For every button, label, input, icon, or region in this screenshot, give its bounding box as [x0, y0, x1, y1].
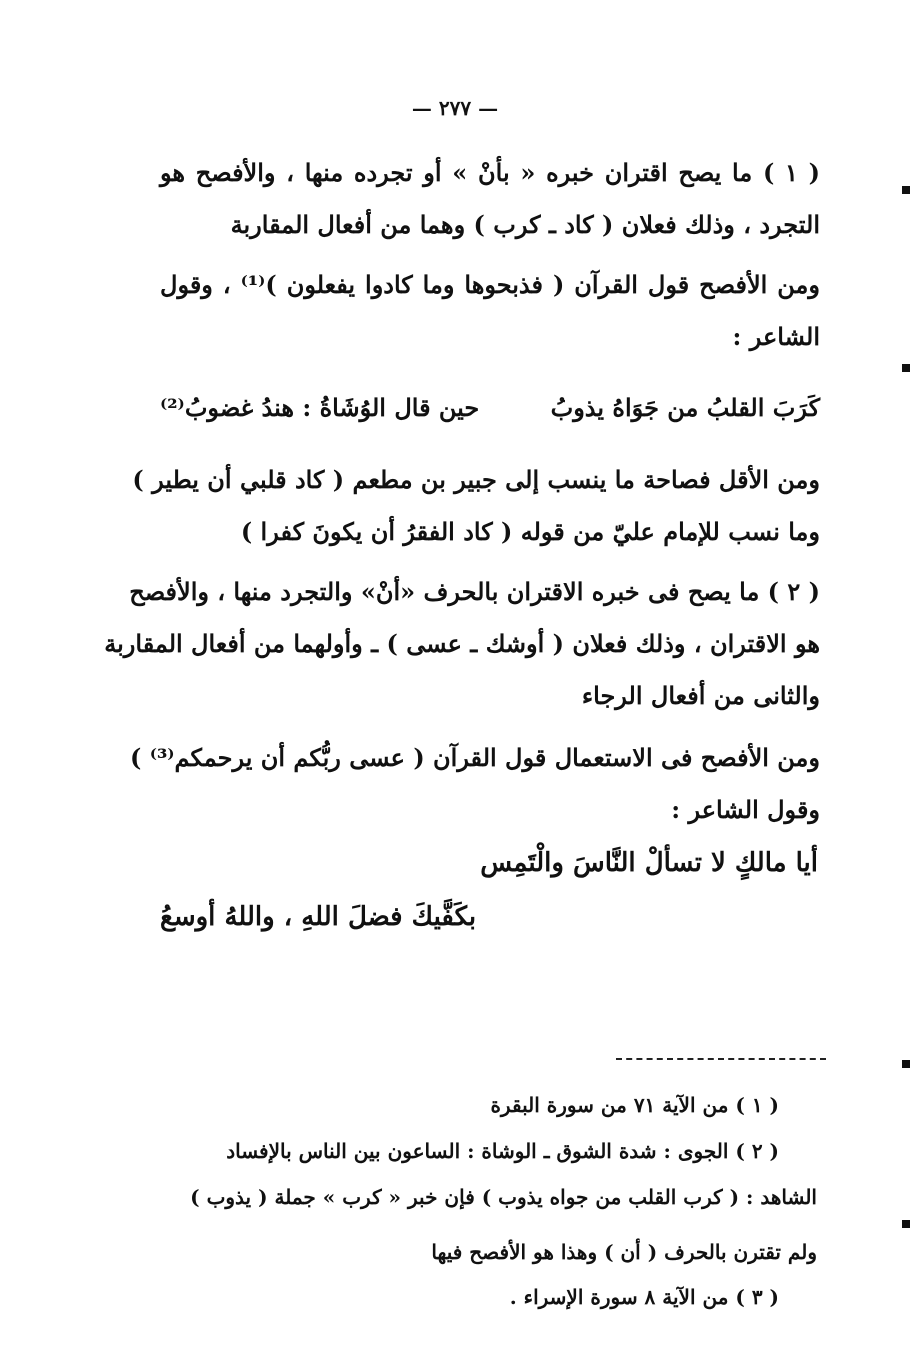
margin-mark [902, 186, 910, 194]
paragraph-line: ومن الأفصح قول القرآن ( فذبحوها وما كادوا يفعلون )⁽¹⁾ ، وقول [160, 270, 820, 299]
footnote-line: ولم تقترن بالحرف ( أن ) وهذا هو الأفصح فيها [431, 1240, 817, 1264]
margin-mark [902, 364, 910, 372]
paragraph-line: ومن الأفصح فى الاستعمال قول القرآن ( عسى ربُّكم أن يرحمكم⁽³⁾ ) [129, 743, 820, 772]
paragraph-line: وقول الشاعر : [671, 795, 820, 824]
verse-second-hemistich: حين قال الوُشَاةُ : هندُ غضوبُ⁽²⁾ [160, 393, 480, 422]
verse-1 [160, 382, 820, 434]
footnote-line: ( ١ ) من الآية ٧١ من سورة البقرة [490, 1093, 779, 1117]
page-number: — ٢٧٧ — [411, 96, 499, 120]
footnote-divider [616, 1058, 826, 1060]
paragraph-line: وما نسب للإمام عليّ من قوله ( كاد الفقرُ أن يكونَ كفرا ) [240, 517, 820, 546]
section-1 [160, 147, 820, 363]
paragraph-line: الشاعر : [732, 322, 820, 351]
margin-mark [902, 1060, 910, 1068]
verse-first-hemistich: كَرَبَ القلبُ من جَوَاهُ يذوبُ [550, 393, 820, 422]
paragraph-line: هو الاقتران ، وذلك فعلان ( أوشك ـ عسى ) ـ وأولهما من أفعال المقاربة [104, 629, 820, 658]
paragraph-line: ( ١ ) ما يصح اقتران خبره « بأنْ » أو تجرده منها ، والأفصح هو [160, 158, 821, 187]
poem-line-1: أيا مالكٍ لا تسألْ النَّاسَ والْتَمِس [480, 848, 818, 878]
paragraph-line: ومن الأقل فصاحة ما ينسب إلى جبير بن مطعم ( كاد قلبي أن يطير ) [132, 465, 820, 494]
section-3 [104, 566, 820, 836]
margin-mark [902, 1220, 910, 1228]
poem-line-2: بكَفَّيكَ فضلَ اللهِ ، واللهُ أوسعُ [160, 902, 477, 932]
footnote-line: ( ٢ ) الجوى : شدة الشوق ـ الوشاة : الساعون بين الناس بالإفساد [226, 1139, 779, 1163]
footnote-line: ( ٣ ) من الآية ٨ سورة الإسراء . [509, 1285, 779, 1309]
footnote-line: الشاهد : ( كرب القلب من جواه يذوب ) فإن خبر « كرب » جملة ( يذوب ) [190, 1185, 817, 1209]
paragraph-line: التجرد ، وذلك فعلان ( كاد ـ كرب ) وهما من أفعال المقاربة [230, 210, 820, 239]
paragraph-line: ( ٢ ) ما يصح فى خبره الاقتران بالحرف «أنْ» والتجرد منها ، والأفصح [129, 577, 820, 606]
paragraph-line: والثانى من أفعال الرجاء [581, 681, 820, 710]
section-2 [132, 454, 820, 558]
footnotes [165, 1082, 817, 1320]
